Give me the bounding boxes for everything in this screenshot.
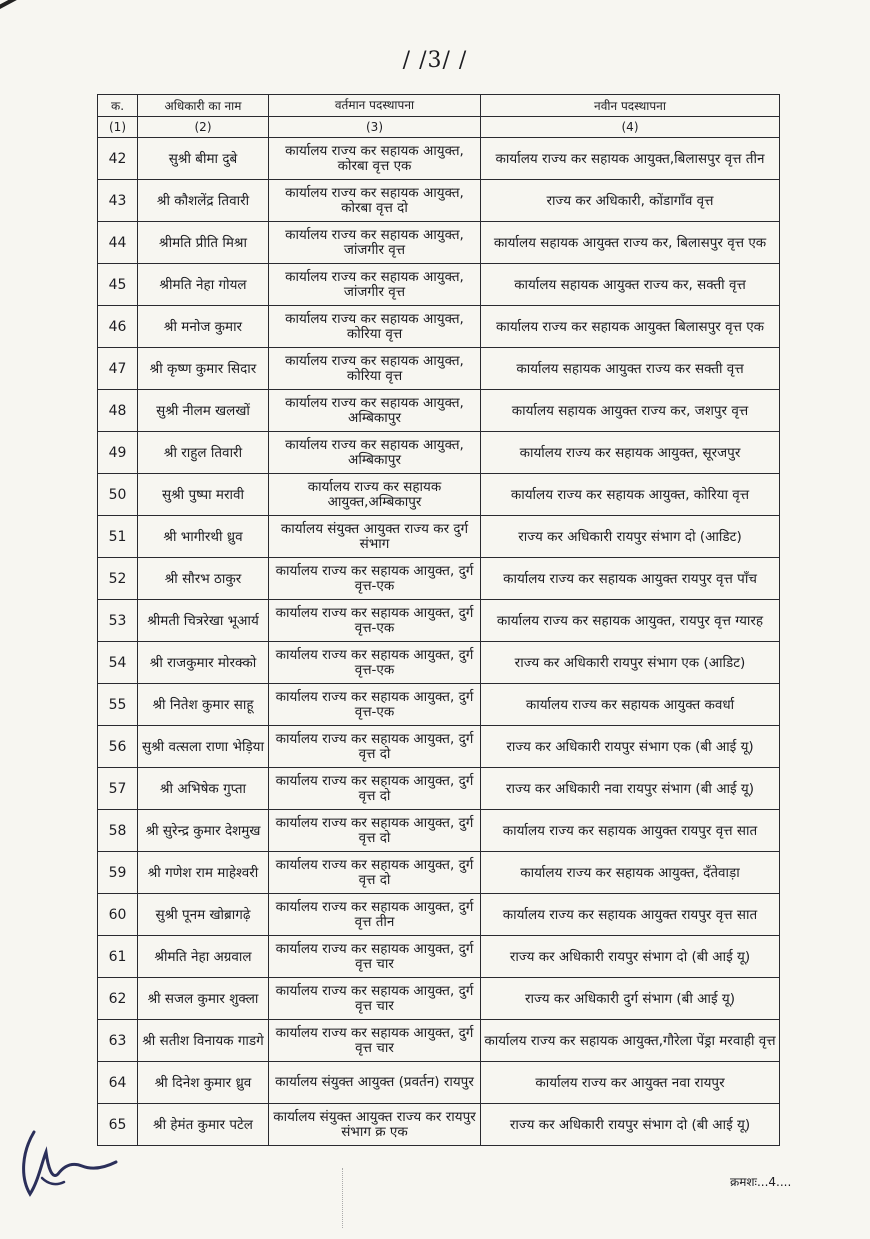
serial-number-cell: 50 <box>98 474 138 516</box>
current-posting-cell: कार्यालय राज्य कर सहायक आयुक्त, अम्बिकापुर <box>269 390 481 432</box>
table-row <box>98 474 780 516</box>
current-posting-cell: कार्यालय राज्य कर सहायक आयुक्त, कोरबा वृत्त एक <box>269 138 481 180</box>
new-posting-cell: कार्यालय राज्य कर सहायक आयुक्त,गौरेला पेंड्रा मरवाही वृत्त <box>481 1020 780 1062</box>
serial-number-cell: 54 <box>98 642 138 684</box>
scan-corner-mark <box>0 0 97 14</box>
new-posting-cell: राज्य कर अधिकारी रायपुर संभाग एक (बी आई यू) <box>481 726 780 768</box>
current-posting-cell: कार्यालय राज्य कर सहायक आयुक्त, दुर्ग वृत्त दो <box>269 768 481 810</box>
serial-number-cell: 61 <box>98 936 138 978</box>
serial-number-cell: 53 <box>98 600 138 642</box>
new-posting-cell: कार्यालय राज्य कर सहायक आयुक्त, कोरिया वृत्त <box>481 474 780 516</box>
table-row <box>98 1020 780 1062</box>
current-posting-cell: कार्यालय राज्य कर सहायक आयुक्त, जांजगीर वृत्त <box>269 264 481 306</box>
officer-name-cell: श्रीमति नेहा गोयल <box>138 264 269 306</box>
new-posting-cell: कार्यालय राज्य कर सहायक आयुक्त रायपुर वृत्त पाँच <box>481 558 780 600</box>
new-posting-cell: राज्य कर अधिकारी रायपुर संभाग दो (आडिट) <box>481 516 780 558</box>
new-posting-cell: कार्यालय राज्य कर सहायक आयुक्त बिलासपुर वृत्त एक <box>481 306 780 348</box>
table-row <box>98 432 780 474</box>
table-row <box>98 978 780 1020</box>
current-posting-cell: कार्यालय राज्य कर सहायक आयुक्त, दुर्ग वृत्त दो <box>269 852 481 894</box>
current-posting-cell: कार्यालय संयुक्त आयुक्त राज्य कर रायपुर संभाग क्र एक <box>269 1104 481 1146</box>
current-posting-cell: कार्यालय राज्य कर सहायक आयुक्त, जांजगीर वृत्त <box>269 222 481 264</box>
officer-name-cell: श्री गणेश राम माहेश्वरी <box>138 852 269 894</box>
new-posting-cell: कार्यालय राज्य कर सहायक आयुक्त रायपुर वृत्त सात <box>481 894 780 936</box>
new-posting-cell: कार्यालय सहायक आयुक्त राज्य कर, जशपुर वृत्त <box>481 390 780 432</box>
officer-name-cell: श्री भागीरथी ध्रुव <box>138 516 269 558</box>
current-posting-cell: कार्यालय राज्य कर सहायक आयुक्त, दुर्ग वृत्त-एक <box>269 558 481 600</box>
new-posting-cell: कार्यालय राज्य कर सहायक आयुक्त,बिलासपुर वृत्त तीन <box>481 138 780 180</box>
table-row <box>98 138 780 180</box>
new-posting-cell: राज्य कर अधिकारी दुर्ग संभाग (बी आई यू) <box>481 978 780 1020</box>
officer-name-cell: श्री राजकुमार मोरक्को <box>138 642 269 684</box>
current-posting-cell: कार्यालय राज्य कर सहायक आयुक्त, दुर्ग वृत्त दो <box>269 726 481 768</box>
table-body <box>98 138 780 1146</box>
new-posting-cell: कार्यालय सहायक आयुक्त राज्य कर सक्ती वृत्त <box>481 348 780 390</box>
table-row <box>98 180 780 222</box>
officer-name-cell: श्रीमती चित्ररेखा भूआर्य <box>138 600 269 642</box>
officer-name-cell: श्री कृष्ण कुमार सिदार <box>138 348 269 390</box>
table-row <box>98 1104 780 1146</box>
officer-name-cell: श्री मनोज कुमार <box>138 306 269 348</box>
table-row <box>98 390 780 432</box>
table-row <box>98 642 780 684</box>
current-posting-cell: कार्यालय संयुक्त आयुक्त (प्रवर्तन) रायपुर <box>269 1062 481 1104</box>
serial-number-cell: 59 <box>98 852 138 894</box>
current-posting-cell: कार्यालय राज्य कर सहायक आयुक्त, कोरबा वृत्त दो <box>269 180 481 222</box>
header-officer-name: अधिकारी का नाम <box>138 95 269 117</box>
serial-number-cell: 57 <box>98 768 138 810</box>
officer-name-cell: सुश्री नीलम खलखों <box>138 390 269 432</box>
new-posting-cell: कार्यालय सहायक आयुक्त राज्य कर, सक्ती वृत्त <box>481 264 780 306</box>
current-posting-cell: कार्यालय राज्य कर सहायक आयुक्त, दुर्ग वृत्त-एक <box>269 642 481 684</box>
current-posting-cell: कार्यालय राज्य कर सहायक आयुक्त, दुर्ग वृत्त तीन <box>269 894 481 936</box>
table-row <box>98 1062 780 1104</box>
current-posting-cell: कार्यालय राज्य कर सहायक आयुक्त, कोरिया वृत्त <box>269 306 481 348</box>
column-number: (1) <box>98 117 138 138</box>
new-posting-cell: कार्यालय राज्य कर सहायक आयुक्त कवर्धा <box>481 684 780 726</box>
new-posting-cell: राज्य कर अधिकारी रायपुर संभाग एक (आडिट) <box>481 642 780 684</box>
table-row <box>98 684 780 726</box>
current-posting-cell: कार्यालय राज्य कर सहायक आयुक्त, दुर्ग वृत्त चार <box>269 936 481 978</box>
officer-name-cell: श्रीमति प्रीति मिश्रा <box>138 222 269 264</box>
new-posting-cell: राज्य कर अधिकारी, कोंडागाँव वृत्त <box>481 180 780 222</box>
serial-number-cell: 64 <box>98 1062 138 1104</box>
new-posting-cell: राज्य कर अधिकारी रायपुर संभाग दो (बी आई यू) <box>481 1104 780 1146</box>
serial-number-cell: 43 <box>98 180 138 222</box>
table-row <box>98 936 780 978</box>
serial-number-cell: 49 <box>98 432 138 474</box>
new-posting-cell: कार्यालय सहायक आयुक्त राज्य कर, बिलासपुर वृत्त एक <box>481 222 780 264</box>
header-new-posting: नवीन पदस्थापना <box>481 95 780 117</box>
table-row <box>98 222 780 264</box>
officer-name-cell: श्री राहुल तिवारी <box>138 432 269 474</box>
current-posting-cell: कार्यालय राज्य कर सहायक आयुक्त, दुर्ग वृत्त दो <box>269 810 481 852</box>
current-posting-cell: कार्यालय संयुक्त आयुक्त राज्य कर दुर्ग संभाग <box>269 516 481 558</box>
header-current-posting: वर्तमान पदस्थापना <box>269 95 481 117</box>
table-row <box>98 600 780 642</box>
current-posting-cell: कार्यालय राज्य कर सहायक आयुक्त, कोरिया वृत्त <box>269 348 481 390</box>
column-number: (2) <box>138 117 269 138</box>
officer-name-cell: श्री सुरेन्द्र कुमार देशमुख <box>138 810 269 852</box>
officer-name-cell: श्री हेमंत कुमार पटेल <box>138 1104 269 1146</box>
table-row <box>98 768 780 810</box>
table-header-row <box>98 95 780 117</box>
serial-number-cell: 60 <box>98 894 138 936</box>
page-number: / /3/ / <box>402 48 468 73</box>
serial-number-cell: 48 <box>98 390 138 432</box>
continued-note: क्रमशः...4.... <box>730 1175 792 1189</box>
signature <box>12 1122 122 1202</box>
officer-name-cell: श्री कौशलेंद्र तिवारी <box>138 180 269 222</box>
new-posting-cell: कार्यालय राज्य कर सहायक आयुक्त रायपुर वृत्त सात <box>481 810 780 852</box>
serial-number-cell: 65 <box>98 1104 138 1146</box>
serial-number-cell: 45 <box>98 264 138 306</box>
table-row <box>98 348 780 390</box>
officer-name-cell: श्रीमति नेहा अग्रवाल <box>138 936 269 978</box>
officer-name-cell: श्री दिनेश कुमार ध्रुव <box>138 1062 269 1104</box>
current-posting-cell: कार्यालय राज्य कर सहायक आयुक्त, दुर्ग वृत्त-एक <box>269 600 481 642</box>
new-posting-cell: राज्य कर अधिकारी रायपुर संभाग दो (बी आई यू) <box>481 936 780 978</box>
current-posting-cell: कार्यालय राज्य कर सहायक आयुक्त, दुर्ग वृत्त-एक <box>269 684 481 726</box>
new-posting-cell: कार्यालय राज्य कर सहायक आयुक्त, रायपुर वृत्त ग्यारह <box>481 600 780 642</box>
serial-number-cell: 58 <box>98 810 138 852</box>
current-posting-cell: कार्यालय राज्य कर सहायक आयुक्त, अम्बिकापुर <box>269 432 481 474</box>
serial-number-cell: 46 <box>98 306 138 348</box>
serial-number-cell: 55 <box>98 684 138 726</box>
officer-name-cell: श्री अभिषेक गुप्ता <box>138 768 269 810</box>
table-row <box>98 306 780 348</box>
column-number: (4) <box>481 117 780 138</box>
new-posting-cell: कार्यालय राज्य कर आयुक्त नवा रायपुर <box>481 1062 780 1104</box>
current-posting-cell: कार्यालय राज्य कर सहायक आयुक्त,अम्बिकापुर <box>269 474 481 516</box>
officer-name-cell: श्री सौरभ ठाकुर <box>138 558 269 600</box>
table-row <box>98 894 780 936</box>
officer-name-cell: सुश्री पूनम खोब्रागढ़े <box>138 894 269 936</box>
table-row <box>98 852 780 894</box>
table-row <box>98 558 780 600</box>
officer-name-cell: श्री नितेश कुमार साहू <box>138 684 269 726</box>
new-posting-cell: कार्यालय राज्य कर सहायक आयुक्त, दँतेवाड़ा <box>481 852 780 894</box>
transfer-table <box>97 94 780 1146</box>
current-posting-cell: कार्यालय राज्य कर सहायक आयुक्त, दुर्ग वृत्त चार <box>269 1020 481 1062</box>
table-row <box>98 726 780 768</box>
serial-number-cell: 62 <box>98 978 138 1020</box>
header-serial: क. <box>98 95 138 117</box>
serial-number-cell: 63 <box>98 1020 138 1062</box>
serial-number-cell: 56 <box>98 726 138 768</box>
column-number: (3) <box>269 117 481 138</box>
new-posting-cell: राज्य कर अधिकारी नवा रायपुर संभाग (बी आई यू) <box>481 768 780 810</box>
officer-name-cell: श्री सतीश विनायक गाडगे <box>138 1020 269 1062</box>
serial-number-cell: 47 <box>98 348 138 390</box>
column-number-row <box>98 117 780 138</box>
current-posting-cell: कार्यालय राज्य कर सहायक आयुक्त, दुर्ग वृत्त चार <box>269 978 481 1020</box>
serial-number-cell: 51 <box>98 516 138 558</box>
serial-number-cell: 42 <box>98 138 138 180</box>
table-row <box>98 810 780 852</box>
officer-name-cell: सुश्री बीमा दुबे <box>138 138 269 180</box>
new-posting-cell: कार्यालय राज्य कर सहायक आयुक्त, सूरजपुर <box>481 432 780 474</box>
punch-hole-marks <box>342 1168 345 1228</box>
serial-number-cell: 44 <box>98 222 138 264</box>
officer-name-cell: सुश्री वत्सला राणा भेड़िया <box>138 726 269 768</box>
officer-name-cell: सुश्री पुष्पा मरावी <box>138 474 269 516</box>
table-row <box>98 516 780 558</box>
table-row <box>98 264 780 306</box>
officer-name-cell: श्री सजल कुमार शुक्ला <box>138 978 269 1020</box>
serial-number-cell: 52 <box>98 558 138 600</box>
